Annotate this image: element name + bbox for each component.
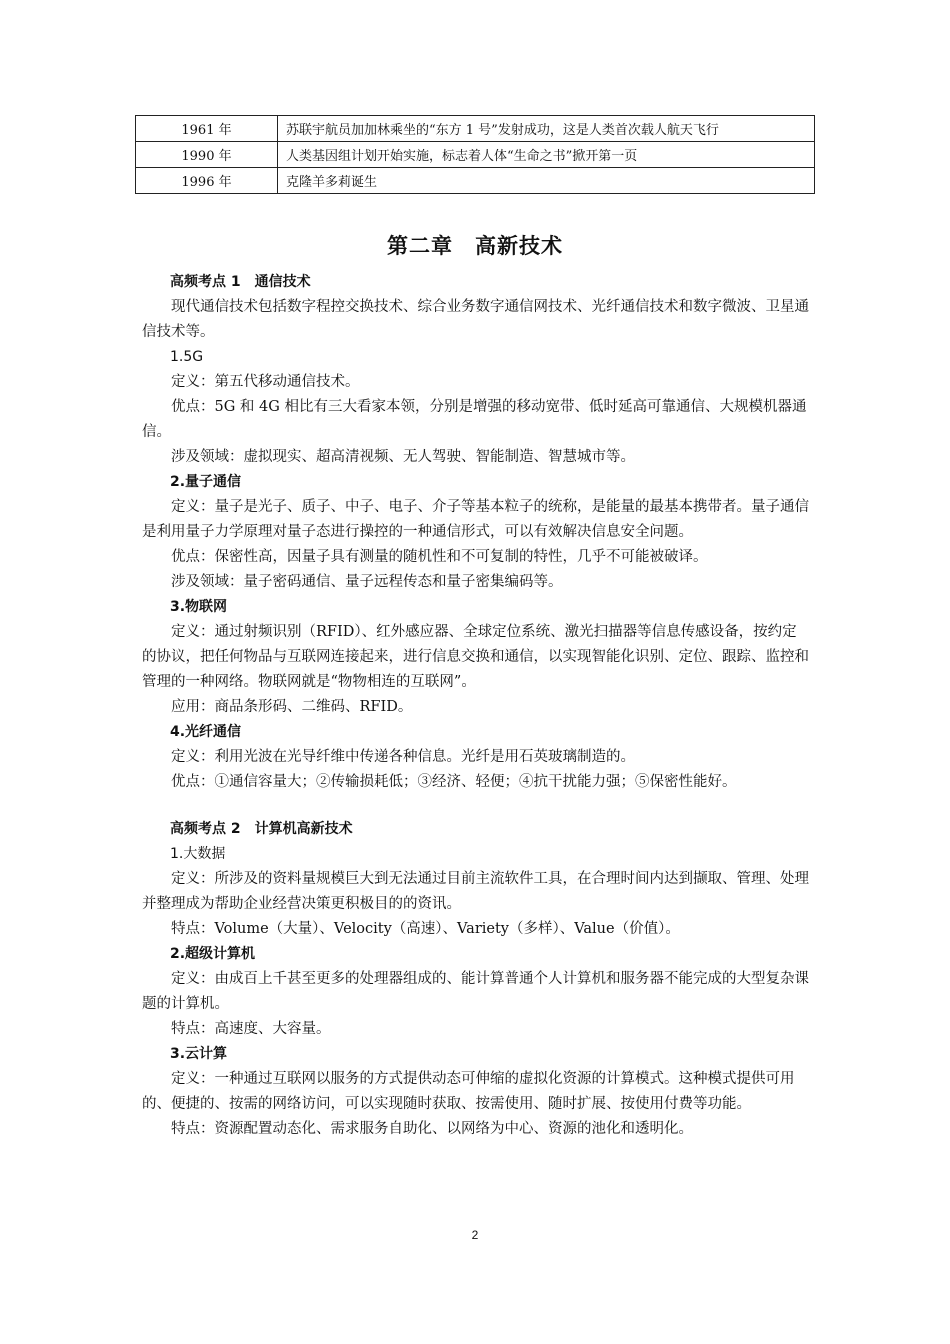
item-line: 特点：Volume（大量）、Velocity（高速）、Variety（多样）、Value（价值）。 [171,921,680,937]
item-line: 定义：一种通过互联网以服务的方式提供动态可伸缩的虚拟化资源的计算模式。这种模式提供可用的、便捷的、按需的网络访问，可以实现随时获取、按需使用、随时扩展、按使用付费等功能。 [142,1071,795,1112]
item-line: 定义：利用光波在光导纤维中传递各种信息。光纤是用石英玻璃制造的。 [171,749,635,765]
item-line: 定义：第五代移动通信技术。 [171,374,360,390]
section-intro: 现代通信技术包括数字程控交换技术、综合业务数字通信网技术、光纤通信技术和数字微波、卫星通信技术等。 [142,299,809,340]
table-row [136,116,815,142]
item-line: 涉及领域：量子密码通信、量子远程传态和量子密集编码等。 [171,574,563,590]
item-line: 应用：商品条形码、二维码、RFID。 [171,699,413,715]
chapter-title: 第二章 高新技术 [387,234,563,258]
page-number: 2 [471,1228,479,1242]
item-line: 优点：5G 和 4G 相比有三大看家本领，分别是增强的移动宽带、低时延高可靠通信、大规模机器通信。 [142,399,807,440]
table-row [136,168,815,194]
item-line: 定义：由成百上千甚至更多的处理器组成的、能计算普通个人计算机和服务器不能完成的大型复杂课题的计算机。 [142,971,809,1012]
item-title: 3.物联网 [170,599,228,615]
item-title: 2.量子通信 [170,474,242,490]
timeline-table [135,115,815,194]
item-line: 定义：所涉及的资料量规模巨大到无法通过目前主流软件工具，在合理时间内达到撷取、管理、处理并整理成为帮助企业经营决策更积极目的的资讯。 [142,871,809,912]
year-cell: 1990 年 [136,142,278,168]
item-line: 定义：量子是光子、质子、中子、电子、介子等基本粒子的统称，是能量的最基本携带者。量子通信是利用量子力学原理对量子态进行操控的一种通信形式，可以有效解决信息安全问题。 [142,499,809,540]
item-title: 2.超级计算机 [170,946,256,962]
item-title: 4.光纤通信 [170,724,242,740]
event-cell: 苏联宇航员加加林乘坐的“东方 1 号”发射成功，这是人类首次载人航天飞行 [278,116,815,142]
table-row [136,142,815,168]
event-cell: 克隆羊多莉诞生 [278,168,815,194]
item-line: 涉及领域：虚拟现实、超高清视频、无人驾驶、智能制造、智慧城市等。 [171,449,635,465]
year-cell: 1961 年 [136,116,278,142]
section-heading: 高频考点 2 计算机高新技术 [170,821,353,837]
item-title: 3.云计算 [170,1046,228,1062]
item-line: 优点：保密性高，因量子具有测量的随机性和不可复制的特性，几乎不可能被破译。 [171,549,708,565]
item-line: 特点：高速度、大容量。 [171,1021,331,1037]
event-cell: 人类基因组计划开始实施，标志着人体“生命之书”掀开第一页 [278,142,815,168]
document-body [142,270,810,1142]
section-heading: 高频考点 1 通信技术 [170,274,311,290]
item-line: 定义：通过射频识别（RFID）、红外感应器、全球定位系统、激光扫描器等信息传感设备，按约定的协议，把任何物品与互联网连接起来，进行信息交换和通信，以实现智能化识别、定位、跟踪、监控和管理的一种网络。物联网就是“物物相连的互联网”。 [142,624,809,690]
section-spacer [142,795,810,817]
item-title: 1.5G [170,349,204,365]
item-line: 优点：①通信容量大；②传输损耗低；③经济、轻便；④抗干扰能力强；⑤保密性能好。 [171,774,737,790]
item-line: 特点：资源配置动态化、需求服务自助化、以网络为中心、资源的池化和透明化。 [171,1121,693,1137]
year-cell: 1996 年 [136,168,278,194]
item-title: 1.大数据 [170,846,226,862]
